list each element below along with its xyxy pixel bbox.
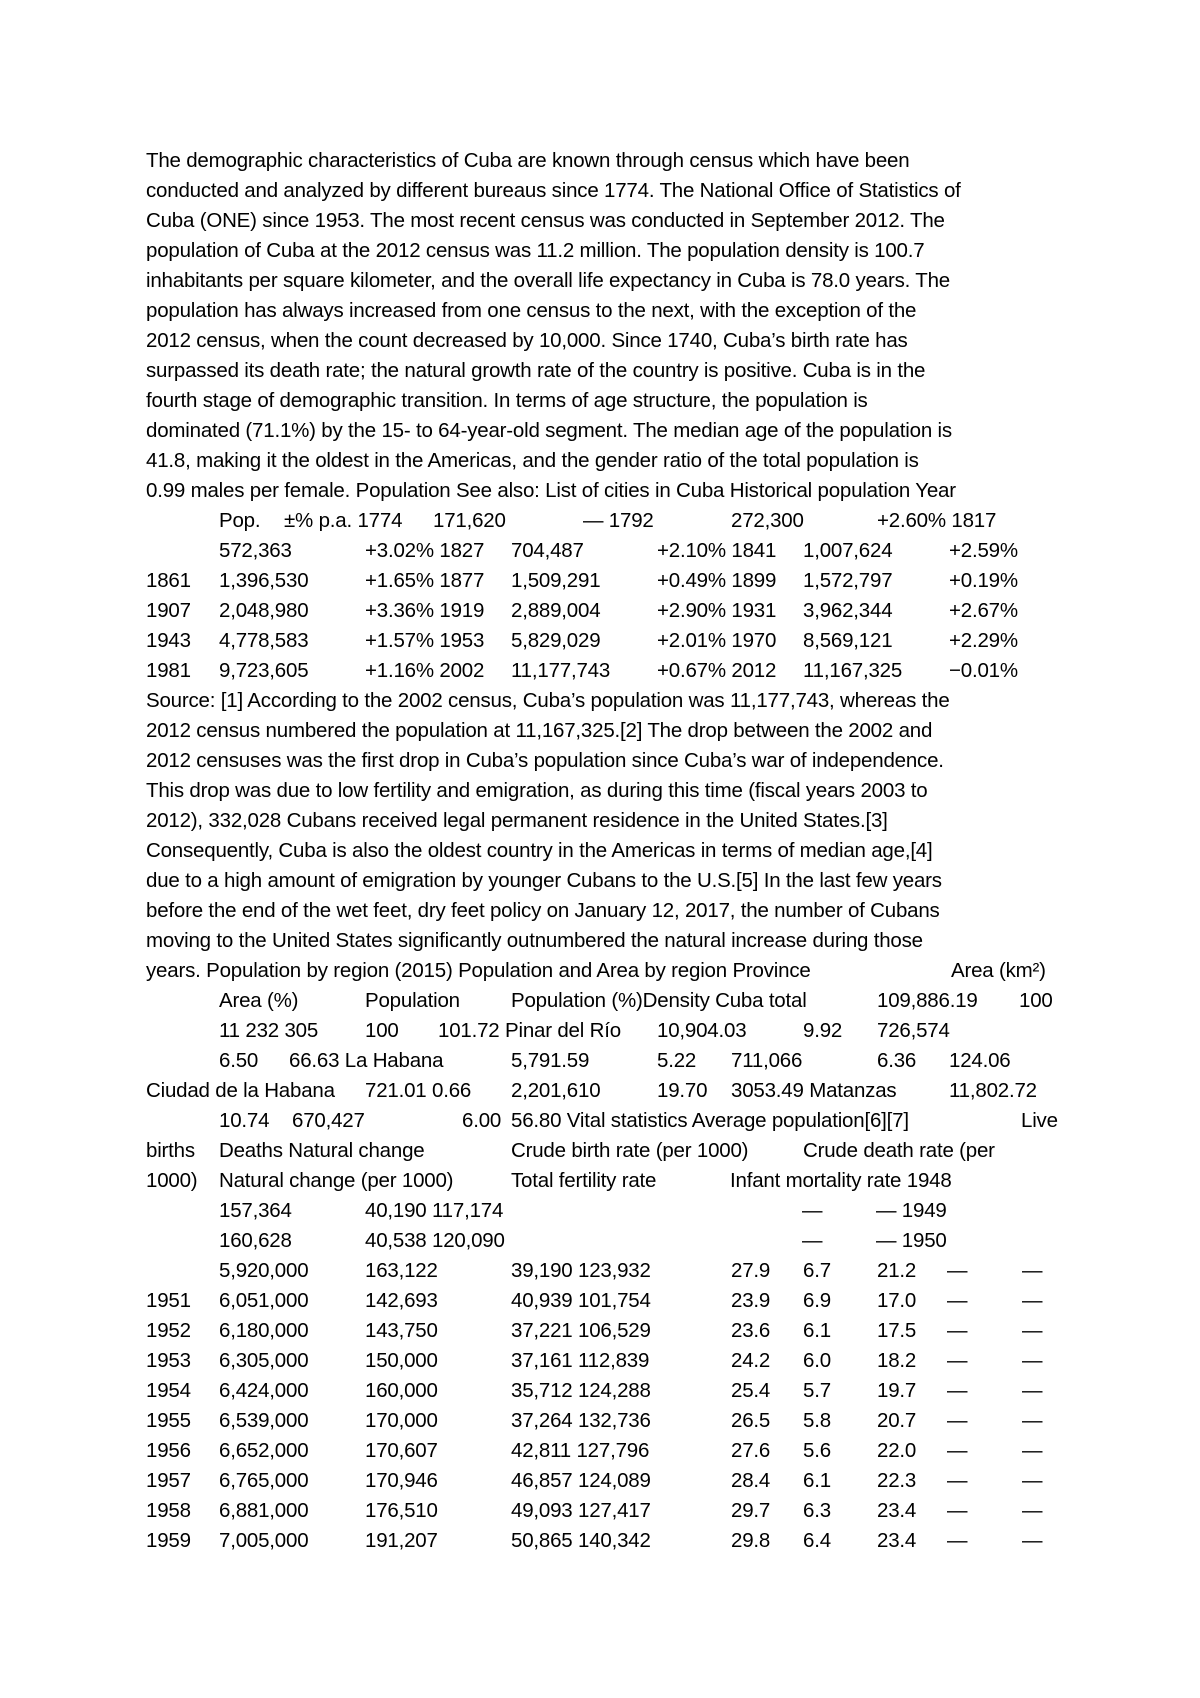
- table-cell: 66.63 La Habana: [289, 1049, 444, 1072]
- table-cell: —: [1022, 1469, 1043, 1492]
- table-cell: 1,007,624: [803, 539, 893, 562]
- table-cell: 157,364: [219, 1199, 292, 1222]
- table-cell: 46,857 124,089: [511, 1469, 651, 1492]
- paragraph-line: This drop was due to low fertility and emigration, as during this time (fiscal years 2003 to: [146, 779, 928, 802]
- table-cell: —: [1022, 1319, 1043, 1342]
- table-cell: +1.57% 1953: [365, 629, 485, 652]
- table-cell: 5.22: [657, 1049, 697, 1072]
- table-cell: +2.60% 1817: [877, 509, 997, 532]
- paragraph-line: inhabitants per square kilometer, and the overall life expectancy in Cuba is 78.0 years. The: [146, 269, 950, 292]
- table-cell: 2,201,610: [511, 1079, 601, 1102]
- table-cell: 1955: [146, 1409, 191, 1432]
- table-cell: —: [1022, 1379, 1043, 1402]
- table-cell: —: [802, 1229, 823, 1252]
- table-cell: 726,574: [877, 1019, 950, 1042]
- table-cell: 1,509,291: [511, 569, 601, 592]
- table-cell: —: [1022, 1259, 1043, 1282]
- table-cell: 143,750: [365, 1319, 438, 1342]
- table-cell: Crude birth rate (per 1000): [511, 1139, 749, 1162]
- table-cell: +0.49% 1899: [657, 569, 777, 592]
- table-cell: 22.0: [877, 1439, 917, 1462]
- table-cell: 19.7: [877, 1379, 917, 1402]
- table-cell: 9.92: [803, 1019, 843, 1042]
- table-cell: 18.2: [877, 1349, 917, 1372]
- table-cell: +2.01% 1970: [657, 629, 777, 652]
- table-cell: 1907: [146, 599, 191, 622]
- table-cell: 37,221 106,529: [511, 1319, 651, 1342]
- table-cell: 5,920,000: [219, 1259, 309, 1282]
- table-cell: +2.90% 1931: [657, 599, 777, 622]
- table-cell: years. Population by region (2015) Population and Area by region Province: [146, 959, 811, 982]
- table-cell: Total fertility rate: [511, 1169, 657, 1192]
- table-cell: +0.19%: [949, 569, 1018, 592]
- table-cell: 11 232 305: [219, 1019, 319, 1042]
- paragraph-line: Cuba (ONE) since 1953. The most recent census was conducted in September 2012. The: [146, 209, 945, 232]
- paragraph-line: population has always increased from one census to the next, with the exception of the: [146, 299, 917, 322]
- table-cell: 6,539,000: [219, 1409, 309, 1432]
- table-cell: Natural change (per 1000): [219, 1169, 454, 1192]
- table-cell: — 1792: [583, 509, 654, 532]
- table-cell: 25.4: [731, 1379, 771, 1402]
- table-cell: 2,048,980: [219, 599, 309, 622]
- paragraph-line: 0.99 males per female. Population See also: List of cities in Cuba Historical population Year: [146, 479, 956, 502]
- table-cell: 39,190 123,932: [511, 1259, 651, 1282]
- table-cell: 170,946: [365, 1469, 438, 1492]
- table-cell: —: [947, 1529, 968, 1552]
- table-cell: Deaths Natural change: [219, 1139, 425, 1162]
- paragraph-line: 2012 censuses was the first drop in Cuba’s population since Cuba’s war of independence.: [146, 749, 944, 772]
- paragraph-line: 2012), 332,028 Cubans received legal permanent residence in the United States.[3]: [146, 809, 888, 832]
- table-cell: 23.9: [731, 1289, 771, 1312]
- table-cell: — 1950: [876, 1229, 947, 1252]
- table-cell: 1,396,530: [219, 569, 309, 592]
- table-cell: 29.7: [731, 1499, 771, 1522]
- table-cell: 21.2: [877, 1259, 917, 1282]
- paragraph-line: Source: [1] According to the 2002 census, Cuba’s population was 11,177,743, whereas the: [146, 689, 950, 712]
- table-cell: 40,190 117,174: [365, 1199, 504, 1222]
- table-cell: 2,889,004: [511, 599, 601, 622]
- table-cell: 6.1: [803, 1319, 831, 1342]
- table-cell: 6,305,000: [219, 1349, 309, 1372]
- table-cell: +3.36% 1919: [365, 599, 485, 622]
- table-cell: 176,510: [365, 1499, 438, 1522]
- table-cell: —: [1022, 1499, 1043, 1522]
- table-cell: 1957: [146, 1469, 191, 1492]
- table-cell: 6,652,000: [219, 1439, 309, 1462]
- table-cell: 8,569,121: [803, 629, 893, 652]
- table-cell: Area (%): [219, 989, 299, 1012]
- table-cell: 10,904.03: [657, 1019, 747, 1042]
- paragraph-line: moving to the United States significantly outnumbered the natural increase during those: [146, 929, 923, 952]
- paragraph-line: population of Cuba at the 2012 census was 11.2 million. The population density is 100.7: [146, 239, 925, 262]
- table-cell: 101.72 Pinar del Río: [438, 1019, 621, 1042]
- table-cell: 29.8: [731, 1529, 771, 1552]
- table-cell: 40,538 120,090: [365, 1229, 505, 1252]
- table-cell: 1952: [146, 1319, 191, 1342]
- paragraph-line: 2012 census, when the count decreased by 10,000. Since 1740, Cuba’s birth rate has: [146, 329, 908, 352]
- table-cell: 5.7: [803, 1379, 831, 1402]
- table-cell: ±% p.a. 1774: [284, 509, 403, 532]
- table-cell: 50,865 140,342: [511, 1529, 651, 1552]
- table-cell: 5,829,029: [511, 629, 601, 652]
- table-cell: 1959: [146, 1529, 191, 1552]
- table-cell: +3.02% 1827: [365, 539, 485, 562]
- table-cell: 1954: [146, 1379, 191, 1402]
- table-cell: 17.5: [877, 1319, 917, 1342]
- table-cell: 37,161 112,839: [511, 1349, 650, 1372]
- table-cell: 19.70: [657, 1079, 708, 1102]
- table-cell: 572,363: [219, 539, 292, 562]
- table-cell: 42,811 127,796: [511, 1439, 650, 1462]
- table-cell: −0.01%: [949, 659, 1018, 682]
- table-cell: —: [947, 1259, 968, 1282]
- table-cell: 6.36: [877, 1049, 917, 1072]
- table-cell: 37,264 132,736: [511, 1409, 651, 1432]
- paragraph-line: 41.8, making it the oldest in the Americas, and the gender ratio of the total population is: [146, 449, 919, 472]
- table-cell: 1958: [146, 1499, 191, 1522]
- table-cell: —: [947, 1319, 968, 1342]
- paragraph-line: surpassed its death rate; the natural growth rate of the country is positive. Cuba is in the: [146, 359, 926, 382]
- table-cell: 5.6: [803, 1439, 831, 1462]
- table-cell: Live: [1021, 1109, 1058, 1132]
- table-cell: 670,427: [292, 1109, 365, 1132]
- table-cell: 170,607: [365, 1439, 438, 1462]
- table-cell: 721.01 0.66: [365, 1079, 472, 1102]
- table-cell: 10.74: [219, 1109, 270, 1132]
- table-cell: 6.1: [803, 1469, 831, 1492]
- table-cell: 5.8: [803, 1409, 831, 1432]
- table-cell: 160,000: [365, 1379, 438, 1402]
- paragraph-line: due to a high amount of emigration by younger Cubans to the U.S.[5] In the last few years: [146, 869, 942, 892]
- table-cell: births: [146, 1139, 195, 1162]
- table-cell: +2.59%: [949, 539, 1018, 562]
- table-cell: 11,167,325: [803, 659, 903, 682]
- table-cell: +1.65% 1877: [365, 569, 485, 592]
- table-cell: 6.00: [462, 1109, 502, 1132]
- table-cell: 35,712 124,288: [511, 1379, 651, 1402]
- table-cell: 170,000: [365, 1409, 438, 1432]
- table-cell: 3053.49 Matanzas: [731, 1079, 897, 1102]
- table-cell: —: [802, 1199, 823, 1222]
- table-cell: 56.80 Vital statistics Average population[6][7]: [511, 1109, 909, 1132]
- table-cell: +2.10% 1841: [657, 539, 777, 562]
- table-cell: —: [1022, 1409, 1043, 1432]
- table-cell: 49,093 127,417: [511, 1499, 651, 1522]
- table-cell: 6,180,000: [219, 1319, 309, 1342]
- table-cell: 6.7: [803, 1259, 831, 1282]
- table-cell: 26.5: [731, 1409, 771, 1432]
- table-cell: 20.7: [877, 1409, 917, 1432]
- table-cell: 711,066: [731, 1049, 803, 1072]
- table-cell: 704,487: [511, 539, 584, 562]
- table-cell: Crude death rate (per: [803, 1139, 995, 1162]
- table-cell: 1951: [146, 1289, 191, 1312]
- table-cell: 11,177,743: [511, 659, 611, 682]
- table-cell: —: [947, 1499, 968, 1522]
- table-cell: 1981: [146, 659, 191, 682]
- table-cell: —: [947, 1349, 968, 1372]
- table-cell: 5,791.59: [511, 1049, 590, 1072]
- table-cell: 6.4: [803, 1529, 831, 1552]
- table-cell: 6.9: [803, 1289, 831, 1312]
- table-cell: Population: [365, 989, 460, 1012]
- table-cell: 6.50: [219, 1049, 259, 1072]
- table-cell: 4,778,583: [219, 629, 309, 652]
- table-cell: 163,122: [365, 1259, 438, 1282]
- table-cell: 3,962,344: [803, 599, 893, 622]
- table-cell: 109,886.19: [877, 989, 978, 1012]
- table-cell: 100: [365, 1019, 399, 1042]
- table-cell: 6,765,000: [219, 1469, 309, 1492]
- table-cell: 1943: [146, 629, 191, 652]
- paragraph-line: 2012 census numbered the population at 11,167,325.[2] The drop between the 2002 and: [146, 719, 933, 742]
- table-cell: +2.67%: [949, 599, 1018, 622]
- table-cell: 7,005,000: [219, 1529, 309, 1552]
- table-cell: 27.9: [731, 1259, 771, 1282]
- table-cell: 1953: [146, 1349, 191, 1372]
- table-cell: 23.4: [877, 1529, 917, 1552]
- paragraph-line: The demographic characteristics of Cuba are known through census which have been: [146, 149, 910, 172]
- table-cell: 171,620: [433, 509, 506, 532]
- table-cell: 22.3: [877, 1469, 917, 1492]
- table-cell: 150,000: [365, 1349, 438, 1372]
- paragraph-line: conducted and analyzed by different bureaus since 1774. The National Office of Statistics of: [146, 179, 961, 202]
- table-cell: 1861: [146, 569, 191, 592]
- table-cell: 6,051,000: [219, 1289, 309, 1312]
- table-cell: Ciudad de la Habana: [146, 1079, 335, 1102]
- table-cell: 28.4: [731, 1469, 771, 1492]
- table-cell: 6.3: [803, 1499, 831, 1522]
- table-cell: —: [1022, 1529, 1043, 1552]
- table-cell: 23.4: [877, 1499, 917, 1522]
- table-cell: 1956: [146, 1439, 191, 1462]
- table-cell: 6,881,000: [219, 1499, 309, 1522]
- table-cell: —: [947, 1379, 968, 1402]
- table-cell: 23.6: [731, 1319, 771, 1342]
- table-cell: Area (km²): [951, 959, 1046, 982]
- table-cell: 27.6: [731, 1439, 771, 1462]
- table-cell: 40,939 101,754: [511, 1289, 651, 1312]
- table-cell: +1.16% 2002: [365, 659, 485, 682]
- table-cell: +0.67% 2012: [657, 659, 777, 682]
- table-cell: 160,628: [219, 1229, 292, 1252]
- table-cell: 142,693: [365, 1289, 438, 1312]
- paragraph-line: before the end of the wet feet, dry feet policy on January 12, 2017, the number of Cubans: [146, 899, 940, 922]
- table-cell: 9,723,605: [219, 659, 309, 682]
- table-cell: 191,207: [365, 1529, 438, 1552]
- paragraph-line: dominated (71.1%) by the 15- to 64-year-old segment. The median age of the population is: [146, 419, 952, 442]
- table-cell: 6.0: [803, 1349, 831, 1372]
- table-cell: 1000): [146, 1169, 198, 1192]
- table-cell: 100: [1019, 989, 1053, 1012]
- table-cell: 17.0: [877, 1289, 917, 1312]
- table-cell: —: [1022, 1439, 1043, 1462]
- table-cell: 272,300: [731, 509, 804, 532]
- table-cell: —: [947, 1409, 968, 1432]
- table-cell: 11,802.72: [949, 1079, 1037, 1102]
- table-cell: Population (%)Density Cuba total: [511, 989, 807, 1012]
- table-cell: Infant mortality rate 1948: [730, 1169, 952, 1192]
- table-cell: 124.06: [949, 1049, 1011, 1072]
- table-cell: —: [947, 1469, 968, 1492]
- paragraph-line: fourth stage of demographic transition. In terms of age structure, the population is: [146, 389, 868, 412]
- table-cell: Pop.: [219, 509, 261, 532]
- paragraph-line: Consequently, Cuba is also the oldest country in the Americas in terms of median age,[4]: [146, 839, 933, 862]
- table-cell: +2.29%: [949, 629, 1018, 652]
- table-cell: — 1949: [876, 1199, 947, 1222]
- table-cell: 1,572,797: [803, 569, 893, 592]
- table-cell: 6,424,000: [219, 1379, 309, 1402]
- table-cell: —: [947, 1439, 968, 1462]
- table-cell: —: [1022, 1349, 1043, 1372]
- table-cell: 24.2: [731, 1349, 771, 1372]
- table-cell: —: [1022, 1289, 1043, 1312]
- table-cell: —: [947, 1289, 968, 1312]
